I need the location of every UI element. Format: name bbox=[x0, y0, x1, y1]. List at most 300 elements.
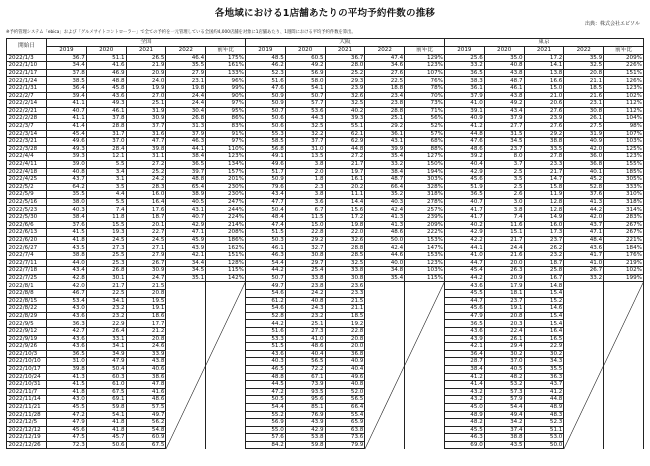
value-cell: 67.5 bbox=[86, 388, 126, 396]
column-header-1-4: 前年比 bbox=[405, 46, 445, 54]
value-cell: 2.5 bbox=[484, 168, 524, 176]
value-cell: 184% bbox=[604, 244, 644, 252]
value-cell: 41.2 bbox=[444, 373, 484, 381]
value-cell: 57.7 bbox=[285, 100, 325, 108]
value-cell: 33.1 bbox=[86, 335, 126, 343]
blank-cell bbox=[206, 388, 246, 396]
date-cell: 2022/10/31 bbox=[7, 381, 47, 389]
value-cell: 50.6 bbox=[245, 115, 285, 123]
value-cell: 40.8 bbox=[325, 381, 365, 389]
value-cell: 176% bbox=[604, 252, 644, 260]
value-cell: 41.4 bbox=[444, 381, 484, 389]
value-cell: 43.5 bbox=[484, 441, 524, 449]
table-row bbox=[7, 388, 644, 396]
value-cell: 38.0 bbox=[47, 198, 87, 206]
value-cell: 3.7 bbox=[484, 160, 524, 168]
blank-cell bbox=[166, 312, 206, 320]
blank-cell bbox=[365, 350, 405, 358]
value-cell: 43.4 bbox=[245, 191, 285, 199]
value-cell: 24.6 bbox=[126, 343, 166, 351]
date-cell: 2022/12/19 bbox=[7, 434, 47, 442]
blank-cell bbox=[604, 434, 644, 442]
value-cell: 48.7 bbox=[484, 77, 524, 85]
date-cell: 2022/9/12 bbox=[7, 327, 47, 335]
blank-cell bbox=[365, 290, 405, 298]
value-cell: 41.1 bbox=[47, 115, 87, 123]
value-cell: 99% bbox=[206, 84, 246, 92]
value-cell: 11.8 bbox=[86, 214, 126, 222]
blank-cell bbox=[206, 411, 246, 419]
value-cell: 226% bbox=[604, 62, 644, 70]
value-cell: 23.2 bbox=[86, 312, 126, 320]
value-cell: 115% bbox=[206, 267, 246, 275]
value-cell: 52.0 bbox=[325, 388, 365, 396]
blank-cell bbox=[365, 297, 405, 305]
value-cell: 58.0 bbox=[285, 77, 325, 85]
value-cell: 50.0 bbox=[524, 441, 564, 449]
value-cell: 44.7 bbox=[444, 259, 484, 267]
date-cell: 2022/12/12 bbox=[7, 426, 47, 434]
value-cell: 45.6 bbox=[444, 305, 484, 313]
value-cell: 110% bbox=[206, 145, 246, 153]
value-cell: 43.0 bbox=[47, 396, 87, 404]
value-cell: 27.2 bbox=[325, 153, 365, 161]
value-cell: 33.8 bbox=[285, 274, 325, 282]
blank-cell bbox=[604, 350, 644, 358]
value-cell: 19.7 bbox=[325, 168, 365, 176]
value-cell: 47.6 bbox=[245, 84, 285, 92]
value-cell: 21.7 bbox=[484, 236, 524, 244]
value-cell: 50.3 bbox=[245, 236, 285, 244]
value-cell: 48.3 bbox=[524, 411, 564, 419]
value-cell: 103% bbox=[405, 267, 445, 275]
blank-cell bbox=[206, 434, 246, 442]
value-cell: 68% bbox=[405, 138, 445, 146]
value-cell: 36.4 bbox=[444, 350, 484, 358]
value-cell: 41.5 bbox=[47, 229, 87, 237]
value-cell: 29.3 bbox=[325, 77, 365, 85]
blank-cell bbox=[564, 290, 604, 298]
value-cell: 155% bbox=[604, 160, 644, 168]
blank-cell bbox=[166, 388, 206, 396]
value-cell: 55.0 bbox=[245, 426, 285, 434]
value-cell: 3.4 bbox=[86, 168, 126, 176]
value-cell: 37.8 bbox=[86, 115, 126, 123]
value-cell: 175% bbox=[206, 54, 246, 62]
date-cell: 2022/2/28 bbox=[7, 115, 47, 123]
value-cell: 50.5 bbox=[245, 396, 285, 404]
value-cell: 36.5 bbox=[166, 160, 206, 168]
value-cell: 48.8 bbox=[166, 176, 206, 184]
value-cell: 51.5 bbox=[245, 343, 285, 351]
blank-cell bbox=[206, 419, 246, 427]
value-cell: 41.0 bbox=[444, 100, 484, 108]
value-cell: 16.0 bbox=[126, 191, 166, 199]
blank-cell bbox=[604, 358, 644, 366]
value-cell: 21.5 bbox=[325, 297, 365, 305]
value-cell: 47.8 bbox=[126, 381, 166, 389]
value-cell: 73.9 bbox=[285, 381, 325, 389]
blank-cell bbox=[405, 358, 445, 366]
value-cell: 42.1 bbox=[166, 252, 206, 260]
value-cell: 43.1 bbox=[365, 138, 405, 146]
value-cell: 43.6 bbox=[86, 92, 126, 100]
value-cell: 26.5 bbox=[126, 54, 166, 62]
value-cell: 70% bbox=[405, 92, 445, 100]
value-cell: 27.8 bbox=[524, 153, 564, 161]
value-cell: 12.8 bbox=[524, 206, 564, 214]
value-cell: 12.8 bbox=[524, 198, 564, 206]
value-cell: 44.8 bbox=[444, 130, 484, 138]
value-cell: 38.3 bbox=[444, 77, 484, 85]
value-cell: 16.6 bbox=[524, 77, 564, 85]
table-row bbox=[7, 267, 644, 275]
value-cell: 84.2 bbox=[245, 441, 285, 449]
value-cell: 11.1 bbox=[325, 191, 365, 199]
value-cell: 45.4 bbox=[444, 267, 484, 275]
value-cell: 102% bbox=[604, 92, 644, 100]
value-cell: 43.4 bbox=[47, 267, 87, 275]
value-cell: 19.8 bbox=[325, 221, 365, 229]
value-cell: 51.6 bbox=[245, 77, 285, 85]
value-cell: 51.1 bbox=[86, 54, 126, 62]
value-cell: 214% bbox=[206, 221, 246, 229]
blank-cell bbox=[604, 441, 644, 449]
blank-cell bbox=[405, 320, 445, 328]
value-cell: 20.6 bbox=[524, 100, 564, 108]
value-cell: 56% bbox=[405, 115, 445, 123]
value-cell: 40.5 bbox=[166, 198, 206, 206]
value-cell: 150% bbox=[405, 160, 445, 168]
value-cell: 24.4 bbox=[484, 244, 524, 252]
table-row bbox=[7, 221, 644, 229]
value-cell: 50.7 bbox=[245, 107, 285, 115]
value-cell: 39.8 bbox=[47, 365, 87, 373]
value-cell: 13.8 bbox=[524, 69, 564, 77]
value-cell: 16.0 bbox=[524, 221, 564, 229]
value-cell: 35.5 bbox=[166, 62, 206, 70]
value-cell: 21.0 bbox=[524, 92, 564, 100]
value-cell: 34.5 bbox=[484, 138, 524, 146]
value-cell: 65.9 bbox=[325, 419, 365, 427]
blank-cell bbox=[564, 320, 604, 328]
value-cell: 35.5 bbox=[47, 191, 87, 199]
value-cell: 49.3 bbox=[86, 100, 126, 108]
blank-cell bbox=[365, 343, 405, 351]
value-cell: 31.7 bbox=[86, 130, 126, 138]
value-cell: 36.7 bbox=[325, 54, 365, 62]
value-cell: 45.9 bbox=[166, 236, 206, 244]
value-cell: 49.1 bbox=[245, 153, 285, 161]
blank-cell bbox=[564, 403, 604, 411]
table-row bbox=[7, 305, 644, 313]
value-cell: 41.0 bbox=[444, 252, 484, 260]
date-cell: 2022/5/23 bbox=[7, 206, 47, 214]
value-cell: 230% bbox=[206, 183, 246, 191]
value-cell: 30.8 bbox=[285, 252, 325, 260]
value-cell: 16.5 bbox=[524, 335, 564, 343]
value-cell: 30.4 bbox=[166, 107, 206, 115]
value-cell: 26.4 bbox=[86, 327, 126, 335]
value-cell: 318% bbox=[405, 191, 445, 199]
date-cell: 2022/8/29 bbox=[7, 312, 47, 320]
value-cell: 21.7 bbox=[86, 282, 126, 290]
method-note: ※予約管理システム「ebica」および「グルメサイトコントローラー」で全ての予約を一元管理している全国約4,000店舗を対象に1店舗あたり、1週間における平均予約件数を算出。 bbox=[6, 30, 356, 35]
column-header-2-3: 2022 bbox=[564, 46, 604, 54]
value-cell: 22.5 bbox=[86, 290, 126, 298]
value-cell: 27.6 bbox=[524, 122, 564, 130]
date-cell: 2022/1/10 bbox=[7, 62, 47, 70]
blank-cell bbox=[604, 335, 644, 343]
value-cell: 29.7 bbox=[285, 259, 325, 267]
value-cell: 32.5 bbox=[285, 122, 325, 130]
value-cell: 14.9 bbox=[524, 214, 564, 222]
blank-cell bbox=[365, 426, 405, 434]
value-cell: 186% bbox=[206, 236, 246, 244]
value-cell: 86% bbox=[206, 115, 246, 123]
value-cell: 23.2 bbox=[86, 305, 126, 313]
value-cell: 303% bbox=[405, 176, 445, 184]
value-cell: 194% bbox=[405, 168, 445, 176]
value-cell: 129% bbox=[405, 54, 445, 62]
value-cell: 36.5 bbox=[444, 69, 484, 77]
table-row bbox=[7, 441, 644, 449]
value-cell: 48.5 bbox=[245, 54, 285, 62]
value-cell: 127% bbox=[405, 153, 445, 161]
value-cell: 15.4 bbox=[524, 290, 564, 298]
value-cell: 23.3 bbox=[524, 160, 564, 168]
table-row bbox=[7, 274, 644, 282]
blank-cell bbox=[365, 282, 405, 290]
value-cell: 38.8 bbox=[47, 252, 87, 260]
blank-cell bbox=[564, 365, 604, 373]
value-cell: 35.4 bbox=[365, 153, 405, 161]
value-cell: 48.8 bbox=[86, 77, 126, 85]
blank-cell bbox=[206, 403, 246, 411]
value-cell: 50.9 bbox=[245, 92, 285, 100]
value-cell: 42.7 bbox=[47, 327, 87, 335]
value-cell: 13.5 bbox=[285, 153, 325, 161]
value-cell: 201% bbox=[206, 176, 246, 184]
blank-cell bbox=[604, 312, 644, 320]
value-cell: 50.6 bbox=[86, 441, 126, 449]
blank-cell bbox=[206, 312, 246, 320]
value-cell: 43.9 bbox=[285, 419, 325, 427]
table-row bbox=[7, 176, 644, 184]
date-cell: 2022/6/27 bbox=[7, 244, 47, 252]
column-header-2-1: 2020 bbox=[484, 46, 524, 54]
blank-cell bbox=[206, 343, 246, 351]
value-cell: 30.2 bbox=[484, 350, 524, 358]
value-cell: 55.3 bbox=[245, 130, 285, 138]
value-cell: 15.4 bbox=[524, 320, 564, 328]
value-cell: 8.0 bbox=[484, 153, 524, 161]
blank-cell bbox=[365, 434, 405, 442]
date-cell: 2022/5/16 bbox=[7, 198, 47, 206]
column-header-0-0: 2019 bbox=[47, 46, 87, 54]
date-cell: 2022/3/7 bbox=[7, 122, 47, 130]
table-row bbox=[7, 381, 644, 389]
date-cell: 2022/9/26 bbox=[7, 343, 47, 351]
value-cell: 52.3 bbox=[524, 419, 564, 427]
value-cell: 43.8 bbox=[126, 358, 166, 366]
value-cell: 49.7 bbox=[126, 411, 166, 419]
value-cell: 45.0 bbox=[444, 403, 484, 411]
value-cell: 56.9 bbox=[245, 419, 285, 427]
date-cell: 2022/11/21 bbox=[7, 403, 47, 411]
value-cell: 42.9 bbox=[444, 168, 484, 176]
value-cell: 39.4 bbox=[47, 92, 87, 100]
value-cell: 29.2 bbox=[365, 122, 405, 130]
value-cell: 3.0 bbox=[484, 198, 524, 206]
blank-cell bbox=[564, 426, 604, 434]
value-cell: 93.5 bbox=[285, 388, 325, 396]
value-cell: 40.4 bbox=[325, 365, 365, 373]
blank-cell bbox=[405, 335, 445, 343]
value-cell: 44.2 bbox=[245, 320, 285, 328]
value-cell: 23.1 bbox=[564, 100, 604, 108]
value-cell: 32.6 bbox=[325, 236, 365, 244]
value-cell: 1.8 bbox=[285, 176, 325, 184]
value-cell: 28.8 bbox=[86, 122, 126, 130]
value-cell: 41.8 bbox=[47, 236, 87, 244]
value-cell: 112% bbox=[604, 100, 644, 108]
value-cell: 22.4 bbox=[484, 327, 524, 335]
value-cell: 25.3 bbox=[86, 259, 126, 267]
blank-cell bbox=[365, 388, 405, 396]
value-cell: 55.2 bbox=[245, 411, 285, 419]
value-cell: 39.2 bbox=[444, 153, 484, 161]
table-row bbox=[7, 77, 644, 85]
value-cell: 37.8 bbox=[47, 69, 87, 77]
value-cell: 239% bbox=[405, 214, 445, 222]
group-header-osaka: 大阪 bbox=[245, 39, 444, 47]
value-cell: 153% bbox=[405, 236, 445, 244]
value-cell: 20.8 bbox=[484, 312, 524, 320]
value-cell: 40.9 bbox=[444, 115, 484, 123]
value-cell: 40.9 bbox=[564, 138, 604, 146]
value-cell: 40.6 bbox=[126, 365, 166, 373]
value-cell: 85.1 bbox=[285, 403, 325, 411]
value-cell: 28.3 bbox=[126, 183, 166, 191]
blank-cell bbox=[604, 327, 644, 335]
value-cell: 79.9 bbox=[325, 441, 365, 449]
value-cell: 44.1 bbox=[166, 145, 206, 153]
blank-cell bbox=[365, 358, 405, 366]
value-cell: 39.8 bbox=[126, 145, 166, 153]
value-cell: 30.8 bbox=[325, 274, 365, 282]
value-cell: 42.8 bbox=[47, 274, 87, 282]
value-cell: 64.2 bbox=[47, 183, 87, 191]
value-cell: 57% bbox=[405, 130, 445, 138]
value-cell: 46.7 bbox=[47, 290, 87, 298]
value-cell: 49.6 bbox=[47, 138, 87, 146]
column-header-1-3: 2022 bbox=[365, 46, 405, 54]
value-cell: 41.8 bbox=[86, 419, 126, 427]
value-cell: 25.2 bbox=[126, 168, 166, 176]
blank-cell bbox=[604, 381, 644, 389]
value-cell: 128% bbox=[206, 259, 246, 267]
value-cell: 17.6 bbox=[126, 206, 166, 214]
blank-cell bbox=[166, 327, 206, 335]
value-cell: 14.7 bbox=[524, 176, 564, 184]
value-cell: 52.8 bbox=[245, 312, 285, 320]
value-cell: 50.0 bbox=[365, 236, 405, 244]
blank-cell bbox=[604, 297, 644, 305]
date-cell: 2022/2/21 bbox=[7, 107, 47, 115]
value-cell: 42.4 bbox=[365, 206, 405, 214]
value-cell: 29.2 bbox=[524, 130, 564, 138]
value-cell: 49.2 bbox=[484, 100, 524, 108]
value-cell: 43.4 bbox=[484, 107, 524, 115]
value-cell: 23.3 bbox=[325, 290, 365, 298]
value-cell: 88% bbox=[405, 145, 445, 153]
value-cell: 17.2 bbox=[325, 214, 365, 222]
value-cell: 43.9 bbox=[444, 335, 484, 343]
value-cell: 20.0 bbox=[484, 259, 524, 267]
value-cell: 26.1 bbox=[484, 335, 524, 343]
value-cell: 40.3 bbox=[47, 206, 87, 214]
value-cell: 26.1 bbox=[564, 115, 604, 123]
blank-cell bbox=[405, 343, 445, 351]
value-cell: 25.8 bbox=[524, 267, 564, 275]
blank-cell bbox=[166, 343, 206, 351]
value-cell: 18.6 bbox=[126, 312, 166, 320]
value-cell: 43.8 bbox=[484, 92, 524, 100]
value-cell: 11.9 bbox=[524, 191, 564, 199]
date-cell: 2022/10/10 bbox=[7, 358, 47, 366]
value-cell: 46.3 bbox=[245, 252, 285, 260]
value-cell: 37.6 bbox=[47, 221, 87, 229]
value-cell: 221% bbox=[604, 236, 644, 244]
value-cell: 40.7 bbox=[166, 214, 206, 222]
value-cell: 267% bbox=[604, 221, 644, 229]
value-cell: 39.3 bbox=[47, 153, 87, 161]
date-cell: 2022/6/13 bbox=[7, 229, 47, 237]
value-cell: 53.6 bbox=[285, 107, 325, 115]
value-cell: 71% bbox=[405, 107, 445, 115]
value-cell: 219% bbox=[604, 259, 644, 267]
value-cell: 25.6 bbox=[444, 54, 484, 62]
blank-cell bbox=[405, 441, 445, 449]
value-cell: 7.4 bbox=[484, 214, 524, 222]
value-cell: 2.5 bbox=[484, 183, 524, 191]
page-title: 各地域における1店舗あたりの平均予約件数の推移 bbox=[214, 8, 436, 19]
value-cell: 104% bbox=[604, 115, 644, 123]
value-cell: 26.8 bbox=[166, 115, 206, 123]
value-cell: 123% bbox=[604, 153, 644, 161]
value-cell: 50.9 bbox=[245, 176, 285, 184]
value-cell: 60.3 bbox=[86, 373, 126, 381]
value-cell: 2.6 bbox=[484, 191, 524, 199]
blank-cell bbox=[206, 373, 246, 381]
value-cell: 54.8 bbox=[126, 426, 166, 434]
value-cell: 44.2 bbox=[564, 206, 604, 214]
date-cell: 2022/7/11 bbox=[7, 259, 47, 267]
value-cell: 43.5 bbox=[47, 244, 87, 252]
date-cell: 2022/9/5 bbox=[7, 320, 47, 328]
blank-cell bbox=[206, 365, 246, 373]
value-cell: 47.7 bbox=[245, 198, 285, 206]
value-cell: 49.6 bbox=[325, 373, 365, 381]
value-cell: 41.3 bbox=[365, 214, 405, 222]
value-cell: 43.6 bbox=[47, 335, 87, 343]
value-cell: 21.5 bbox=[126, 282, 166, 290]
value-cell: 18.7 bbox=[524, 259, 564, 267]
value-cell: 5.5 bbox=[86, 160, 126, 168]
value-cell: 22.8 bbox=[325, 327, 365, 335]
value-cell: 44.5 bbox=[245, 381, 285, 389]
